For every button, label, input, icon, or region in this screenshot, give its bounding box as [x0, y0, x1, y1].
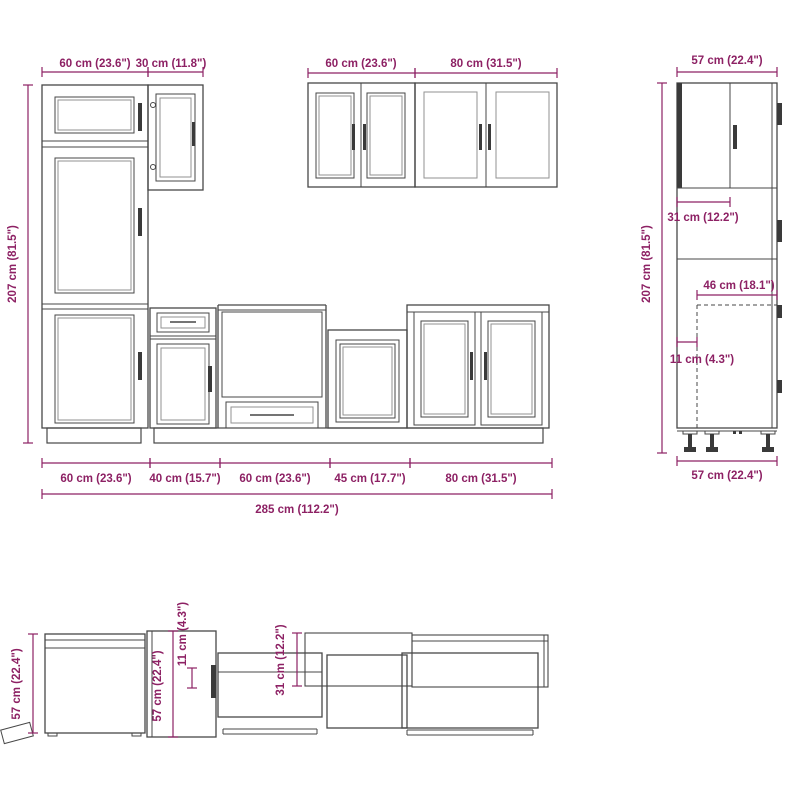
door-handle: [352, 124, 355, 150]
plan-oven-unit: [218, 653, 322, 717]
door-handle: [484, 352, 487, 380]
door-handle: [138, 103, 142, 131]
base80-door-panel-inner: [491, 324, 532, 414]
foot-plate: [761, 431, 775, 434]
wall60-door-panel: [367, 93, 405, 178]
dimension-label: 207 cm (81.5"): [7, 225, 19, 303]
base45-door-panel-inner: [343, 347, 392, 415]
foot-plate: [705, 431, 719, 434]
door-handle: [470, 352, 473, 380]
oven-cavity: [222, 312, 322, 397]
hinge-mark: [777, 380, 782, 393]
dimension-label: 80 cm (31.5"): [445, 473, 517, 485]
foot-base: [684, 447, 696, 452]
tall-mid-door-panel: [55, 158, 134, 293]
dimension-label: 57 cm (22.4"): [691, 470, 763, 482]
dimension-label: 31 cm (12.2"): [275, 624, 287, 696]
base80-door: [414, 312, 475, 425]
dimension-label: 30 cm (11.8"): [135, 58, 207, 70]
door-handle: [479, 124, 482, 150]
dimension-label: 60 cm (23.6"): [59, 58, 131, 70]
dimension-label: 57 cm (22.4"): [691, 55, 763, 67]
dimension-label: 46 cm (18.1"): [703, 280, 775, 292]
dimension-label: 285 cm (112.2"): [255, 504, 339, 516]
wall60-door-panel: [316, 93, 354, 178]
tall-bottom-door-panel-inner: [58, 318, 131, 420]
hinge-mark: [777, 305, 782, 318]
foot-stem: [766, 434, 770, 447]
plan-open-door-edge: [211, 665, 216, 698]
door-handle: [733, 125, 737, 149]
tall-mid-door-panel-inner: [58, 161, 131, 290]
base45-door: [336, 340, 399, 422]
foot-stem: [688, 434, 692, 447]
door-handle: [192, 122, 195, 146]
dimension-label: 60 cm (23.6"): [60, 473, 132, 485]
tall-bottom-door-panel: [55, 315, 134, 423]
foot-base: [706, 447, 718, 452]
plan-base45: [327, 655, 407, 728]
dimension-label: 57 cm (22.4"): [152, 650, 164, 722]
tall-plinth: [47, 428, 141, 443]
wall60-door-panel-inner: [319, 96, 351, 175]
plan-base80: [402, 653, 538, 728]
wall30-door-panel: [160, 98, 191, 177]
dimension-label: 207 cm (81.5"): [641, 225, 653, 303]
dimension-label: 45 cm (17.7"): [334, 473, 406, 485]
plinth-mark: [739, 431, 742, 434]
dimension-label: 60 cm (23.6"): [325, 58, 397, 70]
wall80-door-panel: [496, 92, 549, 178]
hinge-mark: [777, 103, 782, 125]
base-cabinet-80-outline: [407, 305, 549, 428]
plan-foot-mark: [48, 733, 57, 736]
wall60-door-panel-inner: [370, 96, 402, 175]
hinge-mark: [151, 165, 156, 170]
tall-top-panel: [55, 97, 134, 133]
side-elevation-view: [677, 83, 782, 452]
tall-top-panel-inner: [58, 100, 131, 130]
door-handle: [363, 124, 366, 150]
base40-door-panel: [161, 348, 205, 420]
wall80-door-panel: [424, 92, 477, 178]
dimension-label: 40 cm (15.7"): [149, 473, 221, 485]
door-handle: [208, 366, 212, 392]
base45-door-panel: [340, 344, 395, 418]
front-elevation-view: [42, 83, 557, 443]
plinth-mark: [733, 431, 736, 434]
door-handle: [138, 208, 142, 236]
hinge-mark: [151, 103, 156, 108]
base40-door: [157, 344, 209, 424]
base-cabinet-40-outline: [150, 308, 216, 428]
dimension-label: 11 cm (4.3"): [669, 354, 735, 366]
base80-door-panel: [488, 321, 535, 417]
plan-wall80: [412, 635, 548, 687]
dimension-label: 11 cm (4.3"): [177, 601, 189, 667]
plan-foot-mark: [132, 733, 141, 736]
dimension-label: 60 cm (23.6"): [239, 473, 311, 485]
side-door-edge: [677, 83, 682, 188]
foot-base: [762, 447, 774, 452]
base80-door-panel-inner: [424, 324, 465, 414]
dimension-label: 80 cm (31.5"): [450, 58, 522, 70]
base80-door: [481, 312, 542, 425]
plan-tall-cabinet: [45, 634, 145, 733]
dimension-label: 31 cm (12.2"): [667, 212, 739, 224]
plan-wall60: [305, 633, 412, 686]
wall30-door: [156, 94, 195, 181]
door-handle: [488, 124, 491, 150]
dimension-label: 57 cm (22.4"): [11, 648, 23, 720]
door-handle: [138, 352, 142, 380]
foot-plate: [683, 431, 697, 434]
hinge-mark: [777, 220, 782, 242]
side-body-outline: [677, 83, 777, 428]
base80-door-panel: [421, 321, 468, 417]
base-plinth: [154, 428, 543, 443]
foot-stem: [710, 434, 714, 447]
